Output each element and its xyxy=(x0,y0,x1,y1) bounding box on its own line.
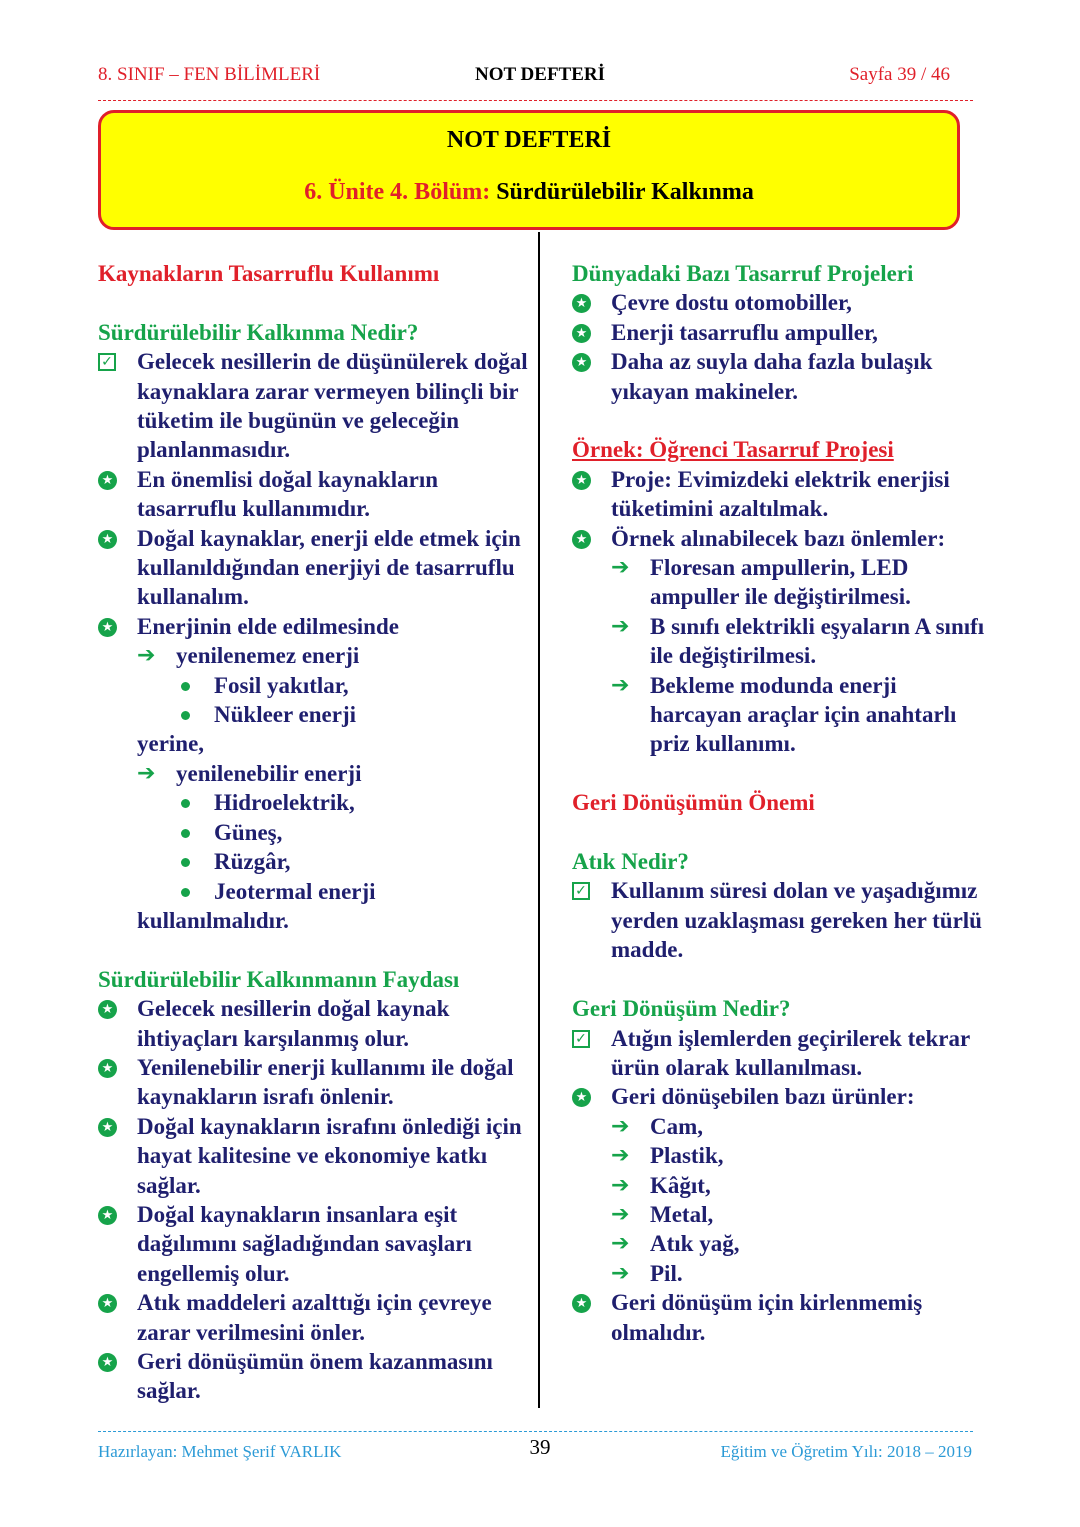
star-icon: ★ xyxy=(98,618,117,637)
checkbox-icon: ✓ xyxy=(572,1030,590,1048)
header-title: NOT DEFTERİ xyxy=(474,64,606,85)
unit-label: 6. Ünite 4. Bölüm: xyxy=(304,179,491,205)
section-subheading: Atık Nedir? xyxy=(572,849,689,875)
star-icon: ★ xyxy=(572,1088,591,1107)
list-item: ✓ Atığın işlemlerden geçirilerek tekrar ürün olarak kullanılması. xyxy=(572,1024,990,1083)
list-item: Jeotermal enerji xyxy=(98,877,528,906)
right-column xyxy=(572,259,990,1347)
footer-divider xyxy=(98,1431,973,1432)
star-icon: ★ xyxy=(572,294,591,313)
arrow-right-icon: ➔ xyxy=(611,613,630,639)
star-icon: ★ xyxy=(98,1206,117,1225)
bullet-icon xyxy=(181,888,190,897)
list-item: ★ Proje: Evimizdeki elektrik enerjisi tüketimini azaltılmak. xyxy=(572,465,990,524)
list-item: ★ Geri dönüşebilen bazı ürünler: xyxy=(572,1082,990,1111)
list-item: ➔ Bekleme modunda enerji harcayan araçlar için anahtarlı priz kullanımı. xyxy=(611,672,957,757)
section-heading: Kaynakların Tasarruflu Kullanımı xyxy=(98,261,440,286)
star-icon: ★ xyxy=(572,471,591,490)
star-icon: ★ xyxy=(572,324,591,343)
arrow-right-icon: ➔ xyxy=(611,1143,630,1169)
star-icon: ★ xyxy=(98,530,117,549)
list-item: ➔ Kâğıt, xyxy=(572,1171,990,1200)
unit-topic: Sürdürülebilir Kalkınma xyxy=(496,179,754,205)
section-heading: Geri Dönüşümün Önemi xyxy=(572,790,815,816)
list-item: ★ Doğal kaynakların israfını önlediği için hayat kalitesine ve ekonomiye katkı sağlar. xyxy=(98,1112,528,1200)
list-item: ★ Geri dönüşümün önem kazanmasını sağlar. xyxy=(98,1347,528,1406)
arrow-right-icon: ➔ xyxy=(611,1201,630,1227)
arrow-right-icon: ➔ xyxy=(611,1113,630,1139)
list-item: ➔ Atık yağ, xyxy=(572,1229,990,1258)
star-icon: ★ xyxy=(572,1294,591,1313)
arrow-right-icon: ➔ xyxy=(137,643,156,669)
list-item: Hidroelektrik, xyxy=(98,788,528,817)
list-item: ➔ yenilenebilir enerji xyxy=(98,759,528,788)
list-item: ➔ yenilenemez enerji xyxy=(98,641,528,670)
list-item: ★ Doğal kaynakların insanlara eşit dağılımını sağladığından savaşları engellemiş olur. xyxy=(98,1200,528,1288)
list-item: ➔ Plastik, xyxy=(572,1141,990,1170)
star-icon: ★ xyxy=(98,1353,117,1372)
list-item: ➔ Cam, xyxy=(572,1112,990,1141)
list-item: ➔ Floresan ampullerin, LED ampuller ile değiştirilmesi. xyxy=(611,555,911,610)
list-item: ★ Atık maddeleri azalttığı için çevreye zarar verilmesini önler. xyxy=(98,1288,528,1347)
list-item: ★ Enerjinin elde edilmesinde xyxy=(98,612,528,641)
list-item: ★ Doğal kaynaklar, enerji elde etmek için kullanıldığından enerjiyi de tasarruflu kullanalım. xyxy=(98,524,528,612)
arrow-right-icon: ➔ xyxy=(611,555,630,581)
section-subheading: Sürdürülebilir Kalkınmanın Faydası xyxy=(98,966,460,992)
footer-year: Eğitim ve Öğretim Yılı: 2018 – 2019 xyxy=(720,1442,972,1461)
arrow-right-icon: ➔ xyxy=(611,1172,630,1198)
arrow-right-icon: ➔ xyxy=(137,760,156,786)
list-item: ★ Çevre dostu otomobiller, xyxy=(572,288,990,317)
page-title: NOT DEFTERİ xyxy=(446,127,612,153)
star-icon: ★ xyxy=(98,471,117,490)
left-column xyxy=(98,259,528,1406)
title-box xyxy=(98,110,960,230)
section-heading: Örnek: Öğrenci Tasarruf Projesi xyxy=(572,437,894,463)
list-text: kullanılmalıdır. xyxy=(137,907,289,933)
section-subheading: Geri Dönüşüm Nedir? xyxy=(572,996,791,1022)
arrow-right-icon: ➔ xyxy=(611,672,630,698)
bullet-icon xyxy=(181,799,190,808)
header-page-count: Sayfa 39 / 46 xyxy=(849,64,950,85)
star-icon: ★ xyxy=(98,1059,117,1078)
list-item: Fosil yakıtlar, xyxy=(98,671,528,700)
list-item: ★ Yenilenebilir enerji kullanımı ile doğal kaynakların israfı önlenir. xyxy=(98,1053,528,1112)
list-item: Rüzgâr, xyxy=(98,847,528,876)
list-item: ★ Gelecek nesillerin doğal kaynak ihtiyaçları karşılanmış olur. xyxy=(98,994,528,1053)
bullet-icon xyxy=(181,682,190,691)
list-item: ★ En önemlisi doğal kaynakların tasarruflu kullanımıdır. xyxy=(98,465,528,524)
bullet-icon xyxy=(181,829,190,838)
list-item: ✓ Kullanım süresi dolan ve yaşadığımız yerden uzaklaşması gereken her türlü madde. xyxy=(572,876,990,964)
bullet-icon xyxy=(181,858,190,867)
star-icon: ★ xyxy=(98,1294,117,1313)
list-item: ★ Geri dönüşüm için kirlenmemiş olmalıdır. xyxy=(572,1288,990,1347)
list-item: ➔ Pil. xyxy=(572,1259,990,1288)
star-icon: ★ xyxy=(98,1118,117,1137)
arrow-right-icon: ➔ xyxy=(611,1231,630,1257)
footer-author: Hazırlayan: Mehmet Şerif VARLIK xyxy=(98,1442,342,1461)
list-item: Nükleer enerji xyxy=(98,700,528,729)
list-item: ★ Daha az suyla daha fazla bulaşık yıkayan makineler. xyxy=(572,347,990,406)
checkbox-icon: ✓ xyxy=(572,882,590,900)
header-course: 8. SINIF – FEN BİLİMLERİ xyxy=(98,64,321,85)
list-item: ★ Enerji tasarruflu ampuller, xyxy=(572,318,990,347)
star-icon: ★ xyxy=(98,1000,117,1019)
checkbox-icon: ✓ xyxy=(98,353,116,371)
column-divider xyxy=(538,232,540,1408)
section-subheading: Sürdürülebilir Kalkınma Nedir? xyxy=(98,319,419,345)
star-icon: ★ xyxy=(572,353,591,372)
header-divider xyxy=(98,100,973,101)
page-number: 39 xyxy=(529,1435,551,1459)
list-item: ★ Örnek alınabilecek bazı önlemler: xyxy=(572,524,990,553)
list-item: Güneş, xyxy=(98,818,528,847)
arrow-right-icon: ➔ xyxy=(611,1260,630,1286)
list-item: ✓ Gelecek nesillerin de düşünülerek doğal kaynaklara zarar vermeyen bilinçli bir tüketim ile bugünün ve geleceğin planlanmasıdır. xyxy=(98,347,528,465)
unit-subtitle xyxy=(101,179,957,206)
list-item: ➔ B sınıfı elektrikli eşyaların A sınıfı ile değiştirilmesi. xyxy=(611,613,985,669)
star-icon: ★ xyxy=(572,530,591,549)
list-item: ➔ Metal, xyxy=(572,1200,990,1229)
bullet-icon xyxy=(181,711,190,720)
section-subheading: Dünyadaki Bazı Tasarruf Projeleri xyxy=(572,261,914,286)
list-text: yerine, xyxy=(137,731,205,757)
